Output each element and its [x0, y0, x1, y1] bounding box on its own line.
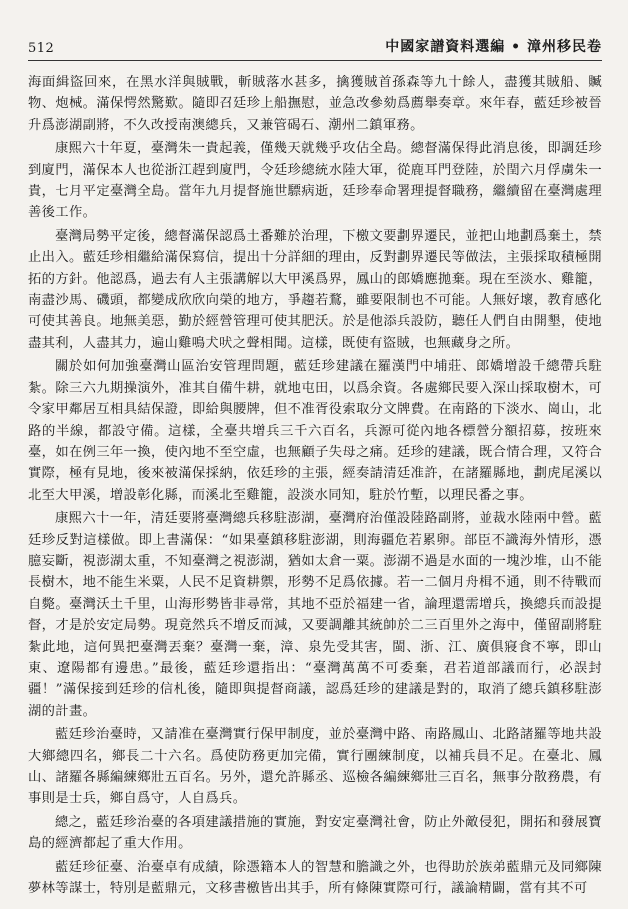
paragraph: 藍廷珍征臺、治臺卓有成績，除憑籍本人的智慧和膽識之外，也得助於族弟藍鼎元及同鄉陳夢林等謀士，特別是藍鼎元，文移書檄皆出其手，所有條陳實際可行，議論精闢，當有其不可	[28, 859, 602, 897]
page-number: 512	[28, 41, 55, 56]
paragraph: 海面緝盜回來，在黑水洋與賊戰，斬賊落水甚多，擒獲賊首孫森等九十餘人，盡獲其賊船、贓物、炮械。滿保愕然驚歎。隨即召廷珍上船撫慰，並急改參劾爲薦舉奏章。來年春，藍廷珍被晉升爲澎湖副將，不久改授南澳總兵，又兼管碣石、潮州二鎮軍務。	[28, 75, 602, 133]
paragraph: 藍廷珍治臺時，又請准在臺灣實行保甲制度，並於臺灣中路、南路鳳山、北路諸羅等地共設大鄉總四名，鄉長二十六名。爲使防務更加完備，實行團練制度，以補兵員不足。在臺北、鳳山、諸羅各縣編練鄉壯五百名。另外，還允許縣丞、巡檢各編練鄉壯三百名，無事分散務農，有事則是士兵，鄉自爲守，人自爲兵。	[28, 727, 602, 807]
paragraph: 康熙六十年夏，臺灣朱一貴起義，僅幾天就幾乎攻佔全島。總督滿保得此消息後，即調廷珍到廈門，滿保本人也從浙江趕到廈門，令廷珍總統水陸大軍，從鹿耳門登陸，於閏六月俘虜朱一貴，七月平定臺灣全島。當年九月提督施世驃病逝，廷珍奉命署理提督職務，繼續留在臺灣處理善後工作。	[28, 141, 602, 221]
paragraph: 康熙六十一年，清廷要將臺灣總兵移駐澎湖，臺灣府治僅設陸路副將，並裁水陸兩中營。藍廷珍反對這樣做。即上書滿保：“如果臺鎮移駐澎湖，則海疆危若累卵。部臣不識海外情形，憑臆妄斷，視澎湖太重，不知臺灣之視澎湖，猶如太倉一粟。澎湖不過是水面的一塊沙堆，山不能長樹木，地不能生米粟，人民不足資耕禦，形勢不足爲依據。若一二個月舟楫不通，則不待戰而自斃。臺灣沃土千里，山海形勢皆非尋常，其地不亞於福建一省，論理還需增兵，換總兵而設提督，才是於安定局勢。現竟然兵不增反而減，又要調離其統帥於二三百里外之海中，僅留副將駐紮此地，這何異把臺灣丟棄？臺灣一棄，漳、泉先受其害，閩、浙、江、廣俱寢食不寧，即山東、遼陽都有邊患。”最後，藍廷珍還指出：“臺灣萬萬不可委棄，君若道部議而行，必誤封疆！”滿保接到廷珍的信札後，隨即與提督商議，認爲廷珍的建議是對的，取消了總兵鎮移駐澎湖的計畫。	[28, 511, 602, 719]
running-title: 中國家譜資料選編 • 漳州移民卷	[385, 39, 602, 55]
body-text	[28, 72, 602, 901]
paragraph: 關於如何加強臺灣山區治安管理問題，藍廷珍建議在羅漢門中埔莊、郎嬌增設千總帶兵駐紮。除三六九期操演外，准其自備牛耕，就地屯田，以爲余資。各處鄉民要入深山採取樹木，可令家甲鄰居互相具結保證，即給與腰牌，但不准胥役索取分文牌費。在南路的下淡水、崗山，北路的半線，都設守備。這樣，全臺共增兵三千六百名，兵源可從內地各標營分額招募，按班來臺，如在例三年一換，使內地不至空虛，也無顧子失母之痛。廷珍的建議，既合情合理，又符合實際，極有見地，後來被滿保採納，依廷珍的主張，經奏請清廷准許，在諸羅縣地，劃虎尾溪以北至大甲溪，增設彰化縣，而溪北至雞籠，設淡水同知，駐於竹塹，以理民番之事。	[28, 359, 602, 503]
page-header	[28, 30, 602, 61]
paragraph: 臺灣局勢平定後，總督滿保認爲土番難於治理，下檄文要劃界遷民，並把山地劃爲棄土，禁止出入。藍廷珍相繼給滿保寫信，提出十分詳細的理由，反對劃界遷民等做法，主張採取積極開拓的方針。他認爲，過去有人主張講解以大甲溪爲界，鳳山的郎嬌應拋棄。現在至淡水、雞籠，南盡沙馬、磯頭，都變成欣欣向榮的地方，爭趨若鶩，雖要限制也不可能。人無好壞，教育感化可使其善良。地無美惡，勤於經營管理可使其肥沃。於是他添兵設防，聽任人們自由開墾，使地盡其利，人盡其力，遍山雞鳴犬吠之聲相聞。這樣，既使有盜賊，也無藏身之所。	[28, 228, 602, 351]
paragraph: 總之，藍廷珍治臺的各項建議措施的實施，對安定臺灣社會，防止外敵侵犯，開拓和發展寶島的經濟都起了重大作用。	[28, 814, 602, 852]
